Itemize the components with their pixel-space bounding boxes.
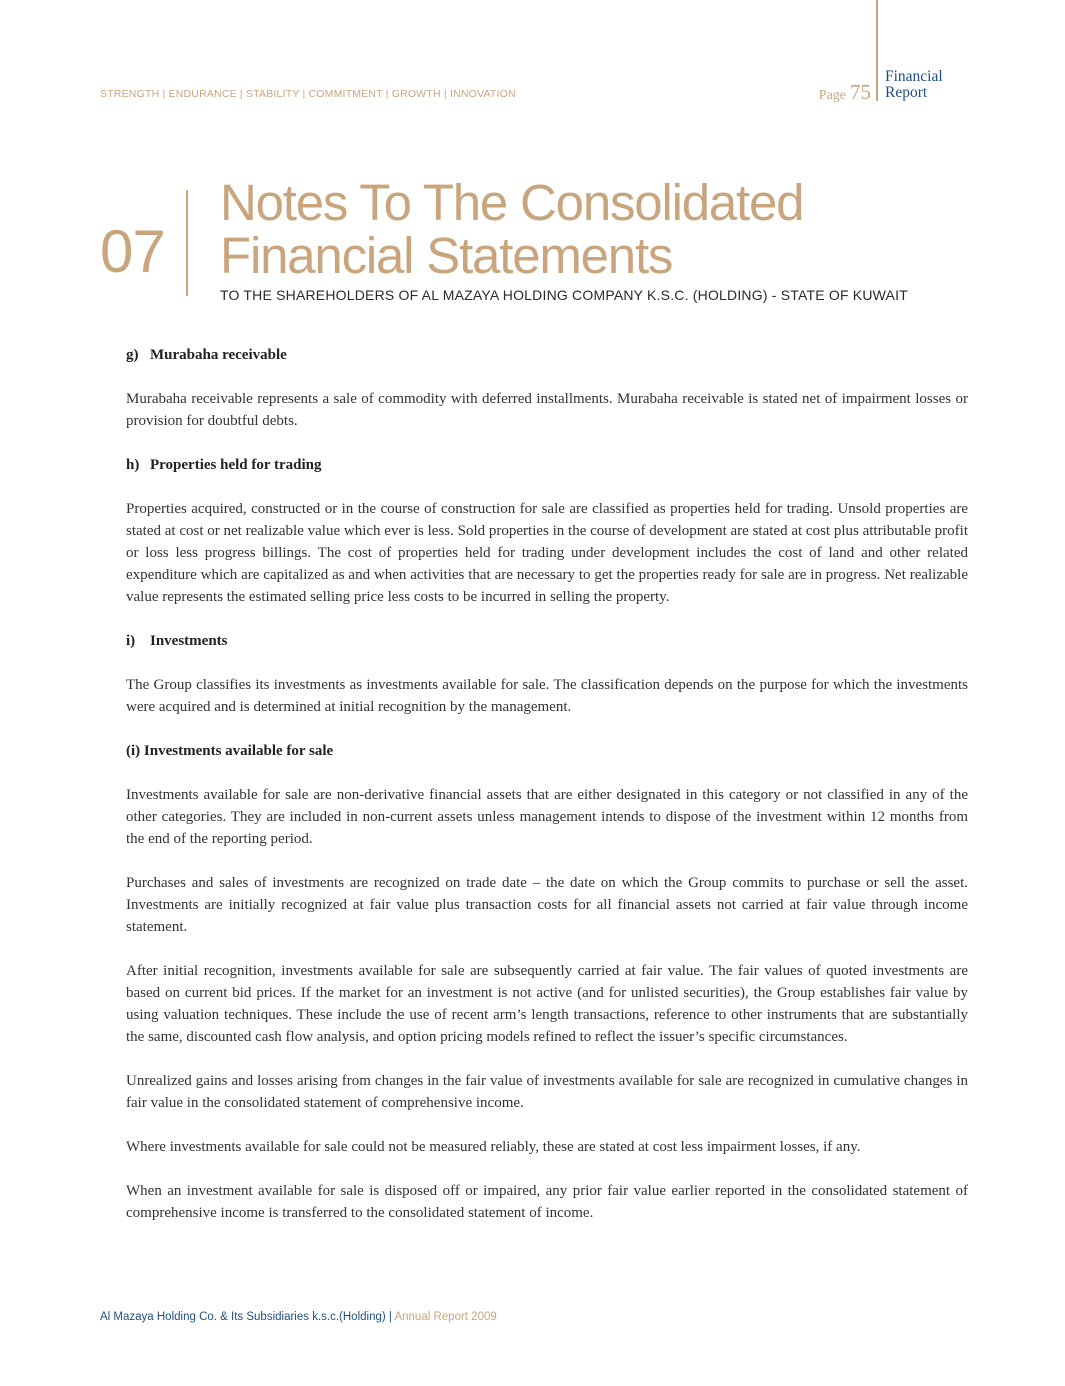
header-divider xyxy=(876,0,878,101)
title-divider xyxy=(186,190,188,296)
chapter-number: 07 xyxy=(100,218,165,285)
section-label-line1: Financial xyxy=(885,68,943,85)
section-title: Properties held for trading xyxy=(150,457,322,473)
footer-separator: | xyxy=(388,1311,392,1323)
page-number: 75 xyxy=(850,80,871,104)
section-heading-properties xyxy=(126,454,968,476)
section-label xyxy=(885,69,943,101)
paragraph: The Group classifies its investments as investments available for sale. The classification depends on the purpose for which the investments were acquired and is determined at initial recognition by the management. xyxy=(126,677,968,715)
page-title-line1: Notes To The Consolidated xyxy=(220,174,804,231)
paragraph: Properties acquired, constructed or in the course of construction for sale are classified as properties held for trading. Unsold properties are stated at cost or net realizable value which ever is less. Sold properties in the course of development are stated at cost plus attributable profit or loss less progress billings. The cost of properties held for trading under development includes the cost of land and other related expenditure which are capitalized as and when activities that are necessary to get the properties ready for sale are in progress. Net realizable value represents the estimated selling price less costs to be incurred in selling the property. xyxy=(126,501,968,605)
subsection-heading-afs: (i) Investments available for sale xyxy=(126,743,334,759)
page-footer xyxy=(100,1311,497,1323)
paragraph: Unrealized gains and losses arising from changes in the fair value of investments available for sale are recognized in cumulative changes in fair value in the consolidated statement of comprehensive income. xyxy=(126,1073,968,1111)
section-label-line2: Report xyxy=(885,84,928,101)
paragraph: Where investments available for sale could not be measured reliably, these are stated at cost less impairment losses, if any. xyxy=(126,1139,861,1155)
page-word: Page xyxy=(818,88,846,103)
header-tagline: STRENGTH | ENDURANCE | STABILITY | COMMITMENT | GROWTH | INNOVATION xyxy=(100,88,516,100)
paragraph: When an investment available for sale is disposed off or impaired, any prior fair value earlier reported in the consolidated statement of comprehensive income is transferred to the consolidated statement of income. xyxy=(126,1183,968,1221)
section-heading-murabaha xyxy=(126,344,968,366)
footer-report: Annual Report 2009 xyxy=(394,1311,497,1323)
section-letter: h) xyxy=(126,457,140,473)
paragraph: Purchases and sales of investments are recognized on trade date – the date on which the Group commits to purchase or sell the asset. Investments are initially recognized at fair value plus transaction costs for all financial assets not carried at fair value through income statement. xyxy=(126,875,968,935)
section-title: Murabaha receivable xyxy=(150,347,287,363)
section-heading-investments xyxy=(126,630,968,652)
section-letter: g) xyxy=(126,347,139,363)
page-title-line2: Financial Statements xyxy=(220,227,673,284)
footer-company: Al Mazaya Holding Co. & Its Subsidiaries k.s.c.(Holding) xyxy=(100,1311,386,1323)
page-number-label xyxy=(819,80,871,105)
paragraph: Investments available for sale are non-derivative financial assets that are either designated in this category or not classified in any of the other categories. They are included in non-current assets unless management intends to dispose of the investment within 12 months from the end of the reporting period. xyxy=(126,787,968,847)
paragraph: Murabaha receivable represents a sale of commodity with deferred installments. Murabaha receivable is stated net of impairment losses or provision for doubtful debts. xyxy=(126,391,968,429)
paragraph: After initial recognition, investments available for sale are subsequently carried at fair value. The fair values of quoted investments are based on current bid prices. If the market for an investment is not active (and for unlisted securities), the Group establishes fair value by using valuation techniques. These include the use of recent arm’s length transactions, reference to other instruments that are substantially the same, discounted cash flow analysis, and option pricing models refined to reflect the issuer’s specific circumstances. xyxy=(126,963,968,1045)
section-title: Investments xyxy=(150,633,228,649)
page-title xyxy=(220,176,803,282)
section-letter: i) xyxy=(126,633,136,649)
notes-content xyxy=(126,344,968,1246)
page-subtitle: TO THE SHAREHOLDERS OF AL MAZAYA HOLDING COMPANY K.S.C. (HOLDING) - STATE OF KUWAIT xyxy=(220,287,908,303)
